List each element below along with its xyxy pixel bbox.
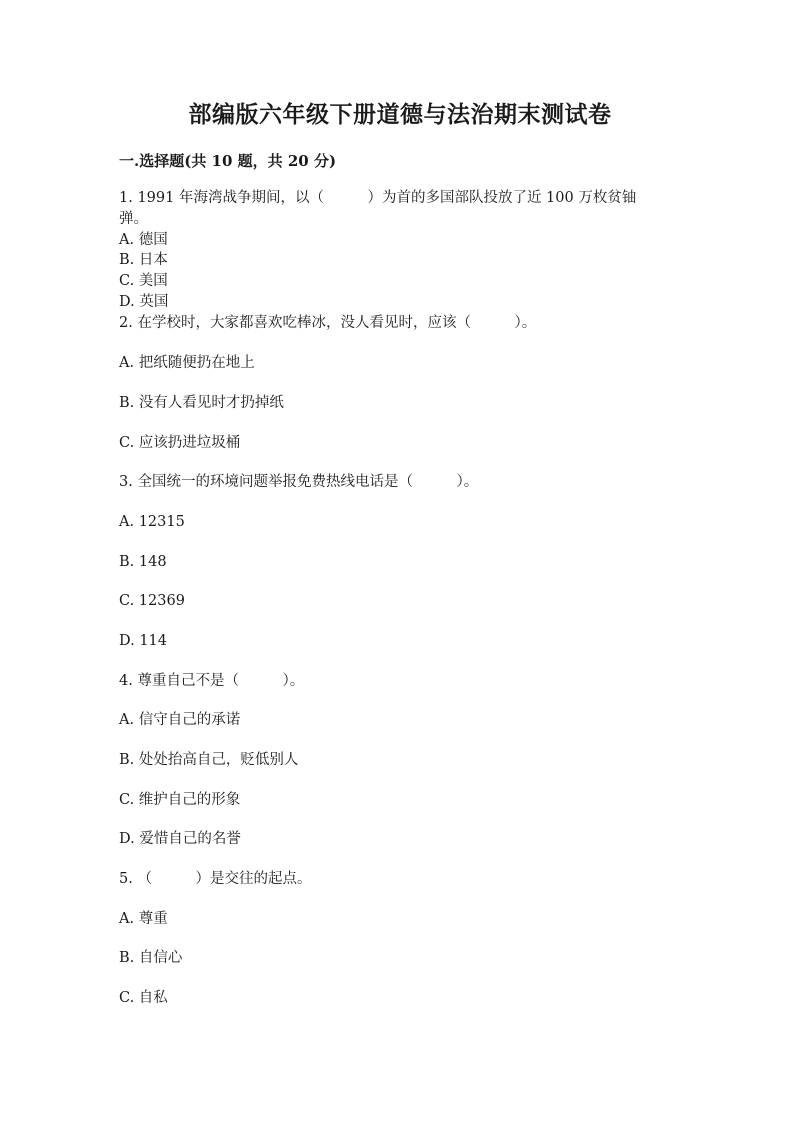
question-5-stem: 5. （ ）是交往的起点。 [119,871,312,887]
question-5-option-a: A. 尊重 [119,911,168,927]
question-4-option-a: A. 信守自己的承诺 [119,712,241,728]
question-5-option-b: B. 自信心 [119,950,183,966]
question-1-stem-continued: 弹。 [119,211,148,227]
page-title: 部编版六年级下册道德与法治期末测试卷 [188,101,612,128]
question-2-option-a: A. 把纸随便扔在地上 [119,355,255,371]
question-2-stem: 2. 在学校时，大家都喜欢吃棒冰，没人看见时，应该（ ）。 [119,315,537,331]
question-1-option-a: A. 德国 [119,232,168,248]
question-1-stem: 1. 1991 年海湾战争期间，以（ ）为首的多国部队投放了近 100 万枚贫铀 [119,190,637,206]
question-3-option-b: B. 148 [119,554,167,570]
question-4-option-b: B. 处处抬高自己，贬低别人 [119,752,299,768]
question-2-option-b: B. 没有人看见时才扔掉纸 [119,395,284,411]
question-4-option-c: C. 维护自己的形象 [119,792,241,808]
question-1-option-b: B. 日本 [119,252,168,268]
question-1-option-d: D. 英国 [119,294,169,310]
section-heading: 一.选择题(共 10 题，共 20 分) [119,152,337,170]
question-4-stem: 4. 尊重自己不是（ ）。 [119,673,305,689]
question-3-stem: 3. 全国统一的环境问题举报免费热线电话是（ ）。 [119,474,479,490]
question-4-option-d: D. 爱惜自己的名誉 [119,831,241,847]
question-1-option-c: C. 美国 [119,273,168,289]
question-2-option-c: C. 应该扔进垃圾桶 [119,435,241,451]
question-5-option-c: C. 自私 [119,990,168,1006]
question-3-option-a: A. 12315 [119,514,185,530]
question-3-option-c: C. 12369 [119,593,185,609]
question-3-option-d: D. 114 [119,633,168,649]
